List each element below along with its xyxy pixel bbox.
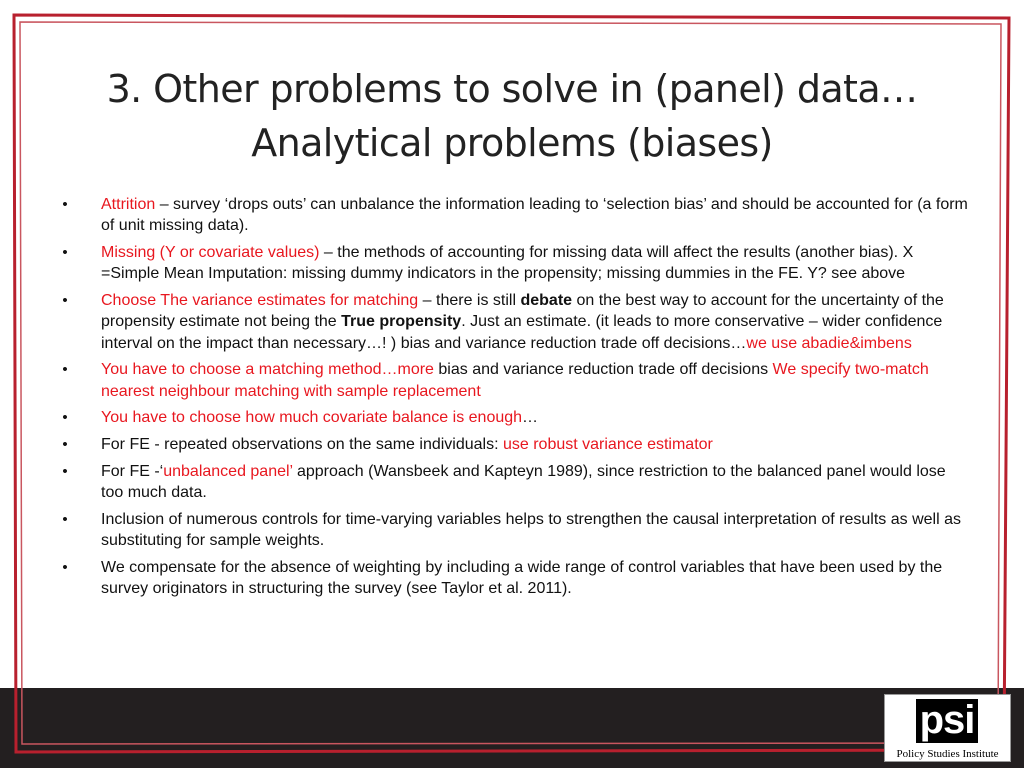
bullet-text: approach (Wansbeek and Kapteyn 1989), since restriction to the balanced panel would lose too much data.: [101, 462, 946, 501]
bullet-item: [58, 407, 970, 428]
bullet-item: [58, 461, 970, 504]
bullet-text-highlight: Missing (Y or covariate values): [101, 243, 320, 261]
bullet-icon: •: [62, 510, 68, 528]
bullet-icon: •: [62, 243, 68, 261]
bullet-item: [58, 359, 970, 402]
bullet-text-highlight: Choose The variance estimates for matching: [101, 291, 419, 309]
bullet-item: [58, 434, 970, 455]
psi-logo-mark: psi: [916, 699, 978, 743]
bullet-item: [58, 290, 970, 354]
bullet-text-highlight: use robust variance estimator: [502, 435, 713, 453]
slide-title: [60, 62, 964, 170]
bullet-text-highlight: unbalanced panel’: [163, 462, 293, 480]
bullet-text-highlight: You have to choose a matching method…more: [101, 361, 434, 379]
bullet-item: [58, 557, 970, 600]
bullet-item: [58, 509, 970, 552]
bullet-text: Inclusion of numerous controls for time-varying variables helps to strengthen the causal interpretation of results as well as substituting for sample weights.: [101, 510, 961, 549]
bullet-text: – there is still: [418, 291, 521, 309]
bullet-text: …: [522, 409, 539, 427]
psi-logo: [884, 694, 1011, 762]
bullet-text: We compensate for the absence of weighting by including a wide range of control variables that have been used by the survey originators in structuring the survey (see Taylor et al. 2011).: [101, 558, 943, 597]
bullet-text: . Just an estimate. (it leads to more conservative – wider confidence interval on the impact than necessary…! ) bias and variance reduction trade off decisions…: [101, 313, 943, 352]
bullet-icon: •: [62, 409, 68, 427]
bullet-text: – survey ‘drops outs’ can unbalance the information leading to ‘selection bias’ and should be accounted for (a form of unit missing data).: [101, 196, 968, 235]
bullet-item: [58, 242, 970, 285]
bullet-text-highlight: Attrition: [101, 196, 156, 213]
bullet-icon: •: [62, 435, 68, 453]
bullet-text-highlight: We specify two-match nearest neighbour matching with sample replacement: [101, 361, 929, 400]
bullet-text-bold: True propensity: [341, 313, 462, 331]
bullet-text-bold: debate: [520, 291, 573, 309]
bullet-text-highlight: You have to choose how much covariate balance is enough: [101, 409, 523, 427]
bullet-text: on the best way to account for the uncertainty of the propensity estimate not being the: [101, 291, 944, 331]
title-line-1: 3. Other problems to solve in (panel) data…: [106, 67, 918, 111]
bullet-icon: •: [62, 291, 68, 309]
psi-logo-caption: Policy Studies Institute: [896, 748, 999, 760]
bullet-text: For FE -‘: [101, 462, 164, 480]
bullet-icon: •: [62, 196, 68, 213]
bullet-item: [58, 194, 970, 237]
bullet-text: bias and variance reduction trade off decisions: [433, 361, 773, 379]
bullet-text-highlight: we use abadie&imbens: [746, 334, 912, 352]
bullet-icon: •: [62, 558, 68, 576]
bullet-text: – the methods of accounting for missing data will affect the results (another bias). X =Simple Mean Imputation: missing dummy indicators in the propensity; missing dummies in the FE. Y? see above: [101, 243, 914, 283]
bullet-icon: •: [62, 361, 68, 379]
bullet-text: For FE - repeated observations on the same individuals:: [101, 435, 503, 453]
title-line-2: Analytical problems (biases): [251, 121, 773, 165]
bullet-icon: •: [62, 462, 68, 480]
bullet-list: [58, 194, 970, 605]
